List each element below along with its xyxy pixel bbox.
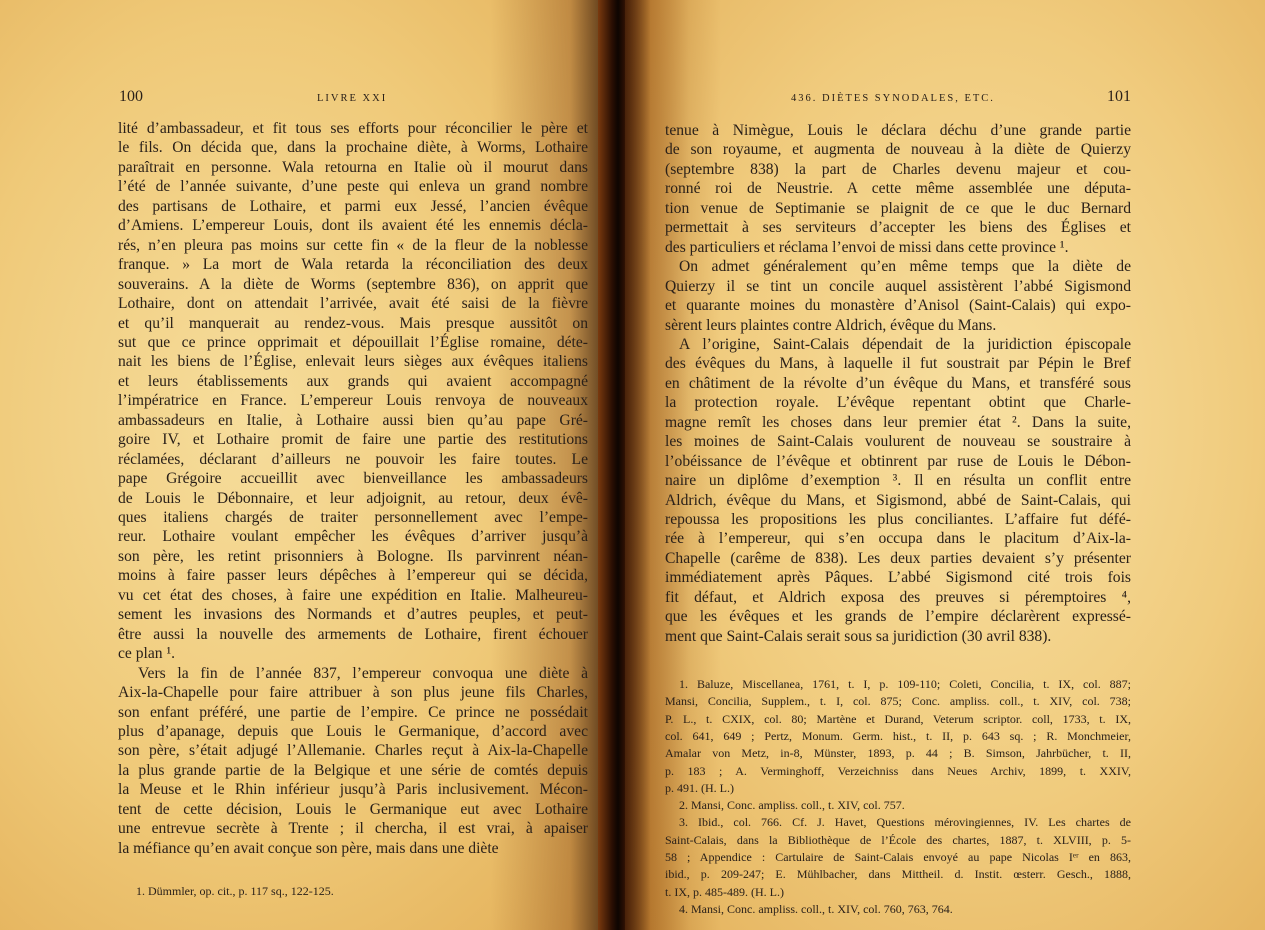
left-footnote: 1. Dümmler, op. cit., p. 117 sq., 122-125. [136, 884, 334, 898]
text-line: immédiatement après Pâques. L’abbé Sigismond cité trois fois [665, 569, 1131, 587]
text-line: Aix-la-Chapelle pour faire attribuer à son plus jeune fils Charles, [118, 684, 588, 702]
text-line: lité d’ambassadeur, et fit tous ses efforts pour réconcilier le père et [118, 120, 588, 137]
text-line: moins à faire passer leurs dépêches à l’empereur qui se décida, [118, 567, 588, 585]
text-line: la protection royale. L’évêque repentant obtint que Charle- [665, 394, 1131, 412]
text-line: sement les invasions des Normands et d’autres peuples, et peut- [118, 606, 588, 624]
footnote-line: Amalar von Metz, in-8, Münster, 1893, p. 44 ; B. Simson, Jahrbücher, t. II, [665, 746, 1131, 761]
text-line: repoussa les propositions les plus conciliantes. L’affaire fut défé- [665, 511, 1131, 528]
footnote-line: Saint-Calais, dans la Bibliothèque de l’École des chartes, 1887, t. XLVIII, p. 5- [665, 832, 1131, 847]
text-line: et qu’il manquerait au rendez-vous. Mais presque aussitôt on [118, 314, 588, 332]
text-line: ce plan ¹. [118, 645, 176, 663]
left-page [0, 0, 613, 930]
text-line: son père, s’était adjugé l’Allemanie. Charles reçut à Aix-la-Chapelle [118, 742, 588, 760]
text-line: Quierzy il se tint un concile auquel assistèrent l’abbé Sigismond [665, 277, 1131, 295]
text-line: tent de cette décision, Louis le Germanique eut avec Lothaire [118, 800, 588, 818]
text-line: ques italiens chargés de traiter personnellement avec l’empe- [118, 509, 588, 526]
footnote-line: t. IX, p. 485-489. (H. L.) [665, 884, 784, 899]
text-line: une entrevue secrète à Trente ; il chercha, il est vrai, à apaiser [118, 820, 588, 838]
text-line: sut que ce prince opprimait et dépouillait l’Église romaine, déte- [118, 333, 588, 351]
text-line: tenue à Nimègue, Louis le déclara déchu d’une grande partie [665, 122, 1131, 139]
text-line: sèrent leurs plaintes contre Aldrich, évêque du Mans. [665, 316, 997, 334]
text-line: que les évêques et les grands de l’empire déclarèrent expressé- [665, 608, 1131, 626]
text-line: le fils. On décida que, dans la prochaine diète, à Worms, Lothaire [118, 139, 588, 157]
text-line: On admet généralement qu’en même temps que la diète de [679, 258, 1131, 276]
text-line: Vers la fin de l’année 837, l’empereur convoqua une diète à [138, 664, 588, 682]
text-line: la Meuse et le Rhin inférieur jusqu’à Paris inclusivement. Mécon- [118, 781, 588, 799]
text-line: fit défaut, et Aldrich exposa des preuves si péremptoires ⁴, [665, 588, 1131, 606]
text-line: son enfant préféré, une partie de l’empire. Ce prince ne possédait [118, 703, 588, 721]
right-page [625, 0, 1265, 930]
text-line: vu cet état des choses, à faire une expédition en Italie. Malheureu- [118, 586, 588, 604]
footnote-line: 2. Mansi, Conc. ampliss. coll., t. XIV, col. 757. [679, 798, 905, 813]
text-line: des partisans de Lothaire, et parmi eux Jessé, l’ancien évêque [118, 197, 588, 215]
text-line: naire un diplôme d’exemption ³. Il en résulta un conflit entre [665, 472, 1131, 490]
text-line: franque. » La mort de Wala retarda la réconciliation des deux [118, 256, 588, 274]
text-line: l’impératrice en France. L’empereur Louis renvoya de nouveaux [118, 392, 588, 410]
text-line: et quarante moines du monastère d’Anisol (Saint-Calais) qui expo- [665, 297, 1131, 315]
text-line: paraîtrait en personne. Wala retourna en Italie où il mourut dans [118, 158, 588, 176]
text-line: plus d’apanage, depuis que Louis le Germanique, d’accord avec [118, 722, 588, 740]
text-line: goire IV, et Lothaire promit de faire une partie des restitutions [118, 431, 588, 449]
text-line: Chapelle (carême de 838). Les deux parties devaient s’y présenter [665, 549, 1131, 567]
footnote-line: 4. Mansi, Conc. ampliss. coll., t. XIV, col. 760, 763, 764. [679, 901, 953, 916]
text-line: en châtiment de la révolte d’un évêque du Mans, et transféré sous [665, 374, 1131, 392]
text-line: d’Amiens. L’empereur Louis, dont ils avaient été les ennemis décla- [118, 217, 588, 235]
text-line: magne remît les choses dans leur premier état ². Dans la suite, [665, 413, 1131, 431]
text-line: pape Grégoire accueillit avec bienveillance les ambassadeurs [118, 470, 588, 488]
text-line: nait les biens de l’Église, enlevait leurs sièges aux évêques italiens [118, 353, 588, 371]
footnote-line: 1. Baluze, Miscellanea, 1761, t. I, p. 109-110; Coleti, Concilia, t. IX, col. 887; [679, 677, 1131, 691]
text-line: être aussi la nouvelle des armements de Lothaire, firent échouer [118, 625, 588, 643]
footnote-line: ibid., p. 209-247; E. Mühlbacher, dans Mittheil. d. Instit. œsterr. Gesch., 1888, [665, 867, 1131, 882]
right-running-head: 436. DIÈTES SYNODALES, ETC. [791, 93, 995, 104]
footnote-line: Mansi, Concilia, Supplem., t. I, col. 875; Conc. ampliss. coll., t. XIV, col. 738; [665, 694, 1131, 709]
left-page-number: 100 [119, 88, 143, 105]
footnote-line: p. 491. (H. L.) [665, 780, 734, 795]
text-line: souverains. A la diète de Worms (septembre 836), on apprit que [118, 275, 588, 293]
text-line: de son royaume, et augmenta de nouveau à la diète de Quierzy [665, 141, 1131, 159]
text-line: reur. Lothaire voulant empêcher les évêques d’arriver jusqu’à [118, 528, 588, 546]
text-line: la méfiance qu’en avait conçue son père, mais dans une diète [118, 839, 499, 857]
left-running-head: LIVRE XXI [317, 93, 388, 104]
text-line: rés, n’en pleura pas moins sur cette fin « de la fleur de la noblesse [118, 236, 588, 254]
footnote-line: 3. Ibid., col. 766. Cf. J. Havet, Questions mérovingiennes, IV. Les chartes de [679, 815, 1131, 830]
text-line: les moines de Saint-Calais voulurent de nouveau se soustraire à [665, 433, 1131, 451]
text-line: réclamées, déclarant d’ailleurs ne pouvoir les faire toutes. Le [118, 450, 588, 468]
text-line: des évêques du Mans, à laquelle il fut soustrait par Pépin le Bref [665, 355, 1131, 373]
text-line: A l’origine, Saint-Calais dépendait de la juridiction épiscopale [679, 335, 1131, 353]
text-line: des particuliers et réclama l’envoi de missi dans cette province ¹. [665, 238, 1069, 256]
text-line: la plus grande partie de la Belgique et une série de comtés depuis [118, 761, 588, 779]
text-line: rée à l’empereur, qui s’en occupa dans le placitum d’Aix-la- [665, 530, 1131, 548]
text-line: ronné roi de Neustrie. A cette même assemblée une députa- [665, 180, 1131, 198]
text-line: l’été de l’année suivante, d’une peste qui enleva un grand nombre [118, 178, 588, 196]
text-line: (septembre 838) la part de Charles devenu majeur et cou- [665, 160, 1131, 178]
text-line: et leurs établissements aux grands qui avaient accompagné [118, 372, 588, 390]
text-line: ment que Saint-Calais serait sous sa juridiction (30 avril 838). [665, 627, 1052, 645]
text-line: tion venue de Septimanie se plaignit de ce que le duc Bernard [665, 199, 1131, 217]
text-line: de Louis le Débonnaire, et leur adjoignit, au retour, deux évê- [118, 489, 588, 507]
footnote-line: p. 183 ; A. Verminghoff, Verzeichniss dans Neues Archiv, 1899, t. XXIV, [665, 763, 1131, 778]
right-page-number: 101 [1107, 88, 1131, 105]
text-line: Lothaire, dont on attendait l’arrivée, avait été saisi de la fièvre [118, 295, 588, 313]
footnote-line: col. 641, 649 ; Pertz, Monum. Germ. hist., t. II, p. 643 sq. ; R. Monchmeier, [665, 728, 1131, 743]
text-line: ambassadeurs en Italie, à Lothaire aussi bien qu’au pape Gré- [118, 411, 588, 429]
footnote-line: 58 ; Appendice : Cartulaire de Saint-Calais envoyé au pape Nicolas Iᵉʳ en 863, [665, 850, 1131, 864]
text-line: permettait à ses serviteurs d’accepter les biens des Églises et [665, 219, 1131, 237]
footnote-line: P. L., t. CXIX, col. 80; Martène et Durand, Veterum scriptor. coll, 1733, t. IX, [665, 711, 1131, 726]
text-line: son père, les retint prisonniers à Bologne. Ils parvinrent néan- [118, 547, 588, 565]
text-line: l’obéissance de l’évêque et obtinrent par ruse de Louis le Débon- [665, 452, 1131, 470]
text-line: Aldrich, évêque du Mans, et Sigismond, abbé de Saint-Calais, qui [665, 491, 1131, 509]
